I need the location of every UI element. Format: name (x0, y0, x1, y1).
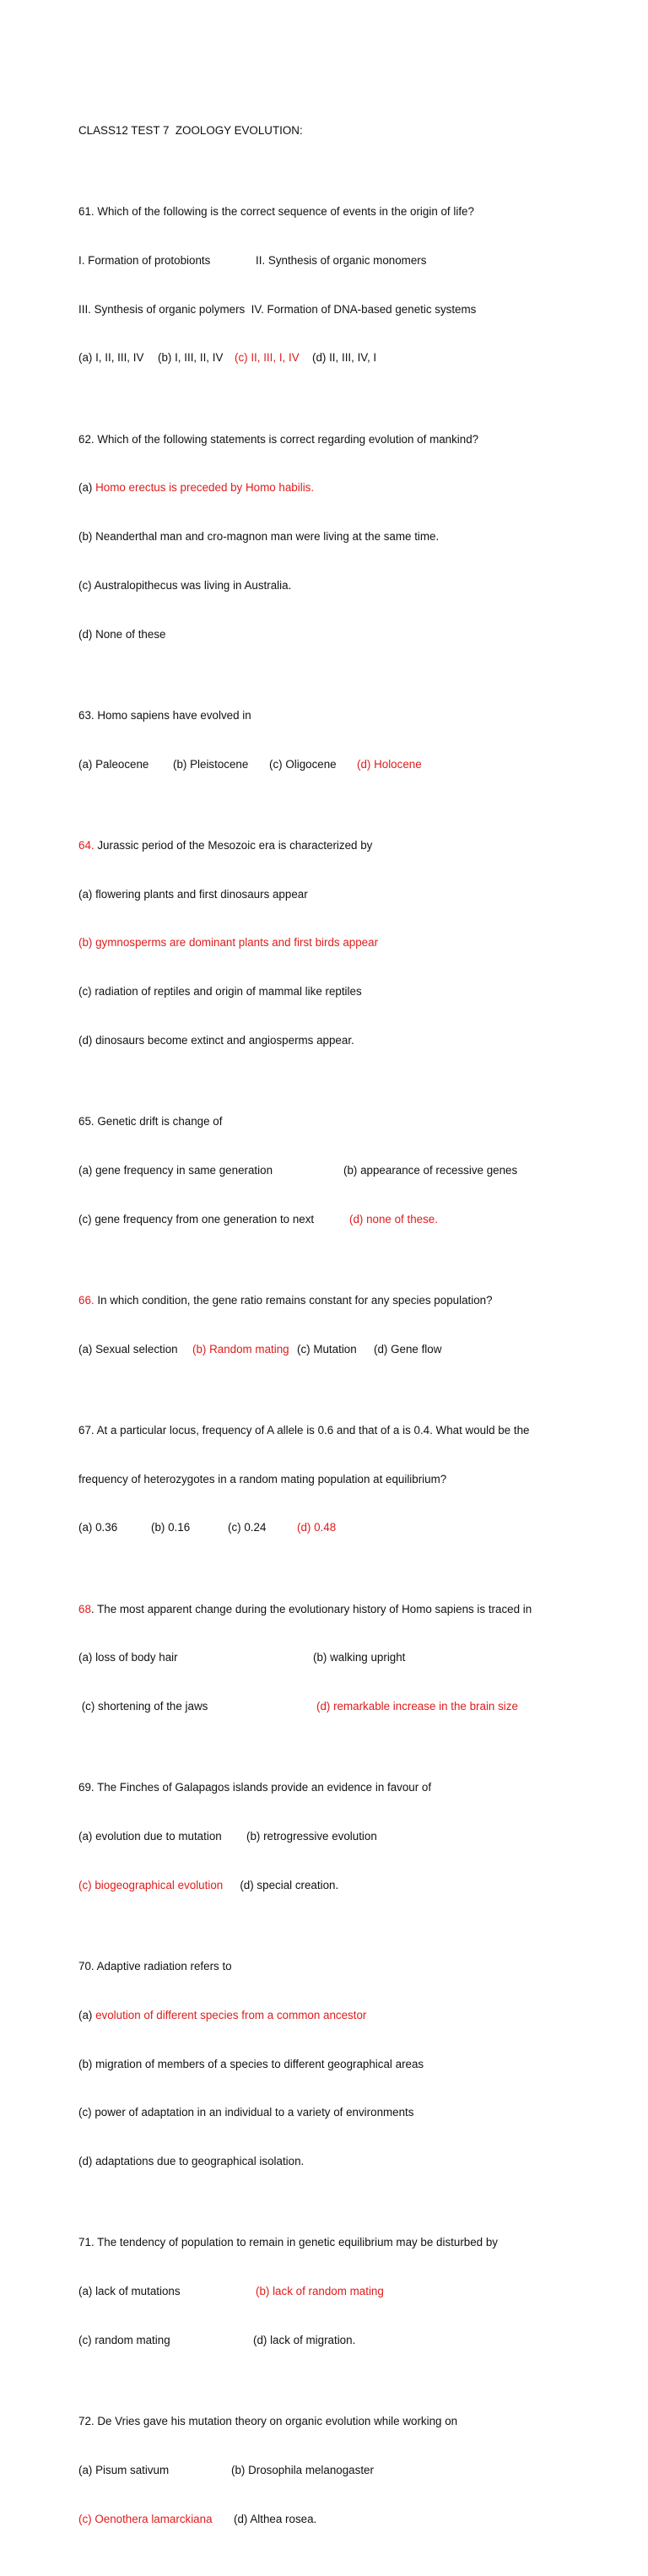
q68-text: . The most apparent change during the evolutionary history of Homo sapiens is traced in (90, 1602, 532, 1615)
q69-option-b: (b) retrogressive evolution (246, 1830, 377, 1843)
q70-option-b (78, 2056, 585, 2072)
question-72 (78, 2413, 585, 2429)
q69-text: 69. The Finches of Galapagos islands provide an evidence in favour of (78, 1781, 432, 1794)
q71-text: 71. The tendency of population to remain in genetic equilibrium may be disturbed by (78, 2236, 498, 2249)
test-content (78, 73, 585, 2576)
q68-option-a: (a) loss of body hair (78, 1651, 178, 1664)
q67-text-1: 67. At a particular locus, frequency of A allele is 0.6 and that of a is 0.4. What would be the (78, 1423, 530, 1437)
q62-option-d (78, 626, 585, 642)
question-65 (78, 1113, 585, 1129)
q67-option-a: (a) 0.36 (78, 1521, 118, 1534)
q64-option-b-answer: (b) gymnosperms are dominant plants and first birds appear (78, 936, 379, 950)
q62-text: 62. Which of the following statements is correct regarding evolution of mankind? (78, 432, 479, 446)
q68-number: 68 (78, 1602, 91, 1615)
q68-options-ab (78, 1649, 585, 1665)
q71-option-b-answer: (b) lack of random mating (256, 2285, 384, 2297)
q65-option-a: (a) gene frequency in same generation (78, 1163, 273, 1177)
q61-statement-line-1 (78, 252, 585, 268)
q66-options (78, 1341, 585, 1357)
question-68 (78, 1601, 585, 1617)
q70-option-d (78, 2153, 585, 2169)
q68-options-cd (78, 1698, 585, 1714)
q70-option-a-answer: evolution of different species from a common ancestor (95, 2008, 367, 2021)
q69-options-ab (78, 1828, 585, 1844)
q64-option-d (78, 1032, 585, 1048)
q61-option-a: (a) I, II, III, IV (78, 351, 144, 365)
q64-option-d-text: (d) dinosaurs become extinct and angiosperms appear. (78, 1033, 354, 1047)
q61-text: 61. Which of the following is the correct sequence of events in the origin of life? (78, 205, 474, 218)
q63-text: 63. Homo sapiens have evolved in (78, 708, 251, 722)
q69-option-c-answer: biogeographical evolution (94, 1878, 224, 1891)
header-text: CLASS12 TEST 7 ZOOLOGY EVOLUTION: (78, 123, 303, 137)
q61-options (78, 349, 585, 365)
q61-statement-iii-iv: III. Synthesis of organic polymers IV. Formation of DNA-based genetic systems (78, 302, 477, 316)
q66-number: 66. (78, 1293, 94, 1307)
q61-option-b: (b) I, III, II, IV (158, 351, 224, 365)
q63-option-a: (a) Paleocene (78, 757, 149, 771)
q61-statement-line-2 (78, 301, 585, 317)
q63-option-b: (b) Pleistocene (173, 757, 249, 771)
q70-option-a-prefix: (a) (78, 2008, 96, 2021)
question-67-line-2 (78, 1471, 585, 1487)
q64-option-a (78, 886, 585, 902)
question-62 (78, 431, 585, 447)
q62-option-a-answer: Homo erectus is preceded by Homo habilis. (95, 481, 315, 495)
q62-option-b-text: (b) Neanderthal man and cro-magnon man were living at the same time. (78, 530, 440, 543)
q70-option-c-text: (c) power of adaptation in an individual to a variety of environments (78, 2106, 414, 2119)
q62-option-a (78, 479, 585, 495)
q67-options (78, 1519, 585, 1535)
q64-option-c-text: (c) radiation of reptiles and origin of mammal like reptiles (78, 985, 362, 998)
question-63 (78, 707, 585, 723)
q65-option-d-answer: (d) none of these. (349, 1212, 438, 1226)
q70-option-a (78, 2007, 585, 2023)
q71-option-a: (a) lack of mutations (78, 2285, 181, 2297)
q65-options-ab (78, 1162, 585, 1178)
q69-option-d: (d) special creation. (240, 1878, 339, 1891)
question-66 (78, 1292, 585, 1308)
question-67-line-1 (78, 1422, 585, 1438)
q67-option-b: (b) 0.16 (151, 1521, 191, 1534)
q66-option-a: (a) Sexual selection (78, 1342, 178, 1356)
q63-option-c: (c) Oligocene (269, 757, 337, 771)
q71-options-cd (78, 2332, 585, 2348)
q71-options-ab (78, 2283, 585, 2299)
question-70 (78, 1958, 585, 1974)
q69-options-cd (78, 1877, 585, 1893)
q64-option-c (78, 983, 585, 999)
q66-text: In which condition, the gene ratio remains constant for any species population? (94, 1293, 493, 1307)
q69-option-a: (a) evolution due to mutation (78, 1830, 222, 1843)
q70-text: 70. Adaptive radiation refers to (78, 1960, 232, 1973)
q72-text: 72. De Vries gave his mutation theory on organic evolution while working on (78, 2415, 458, 2427)
q70-option-b-text: (b) migration of members of a species to different geographical areas (78, 2057, 424, 2070)
q69-option-c-prefix: (c) (78, 1878, 95, 1891)
q68-option-b: (b) walking upright (313, 1651, 406, 1664)
q63-options (78, 756, 585, 772)
q67-text-2: frequency of heterozygotes in a random mating population at equilibrium? (78, 1472, 447, 1486)
q66-option-d: (d) Gene flow (374, 1342, 442, 1356)
q68-option-c: (c) shortening of the jaws (78, 1700, 208, 1713)
q67-option-d-answer: (d) 0.48 (297, 1521, 337, 1534)
q61-option-d: (d) II, III, IV, I (312, 351, 377, 365)
q63-option-d-answer: (d) Holocene (357, 757, 422, 771)
q62-option-b (78, 528, 585, 544)
q72-option-c-answer: (c) Oenothera lamarckiana (78, 2512, 213, 2525)
q61-statement-i: I. Formation of protobionts (78, 253, 211, 267)
q72-option-a: (a) Pisum sativum (78, 2463, 170, 2476)
question-64 (78, 837, 585, 853)
q62-option-a-prefix: (a) (78, 481, 96, 495)
q64-number: 64. (78, 838, 94, 852)
q71-option-c: (c) random mating (78, 2333, 170, 2346)
q61-statement-ii: II. Synthesis of organic monomers (256, 253, 427, 267)
q62-option-d-text: (d) None of these (78, 627, 166, 641)
q68-option-d-answer: (d) remarkable increase in the brain size (316, 1700, 518, 1713)
q61-option-c-answer: (c) II, III, I, IV (235, 351, 300, 365)
q72-option-d: (d) Althea rosea. (234, 2512, 317, 2525)
question-69 (78, 1779, 585, 1795)
q72-options-cd (78, 2511, 585, 2527)
q70-option-c (78, 2104, 585, 2120)
q67-option-c: (c) 0.24 (228, 1521, 267, 1534)
q66-option-b-answer: (b) Random mating (192, 1342, 289, 1356)
q71-option-d: (d) lack of migration. (253, 2333, 356, 2346)
question-61 (78, 203, 585, 219)
q65-text: 65. Genetic drift is change of (78, 1115, 223, 1128)
q64-text: Jurassic period of the Mesozoic era is characterized by (94, 838, 373, 852)
q65-option-b: (b) appearance of recessive genes (343, 1163, 518, 1177)
q62-option-c (78, 577, 585, 593)
q72-option-b: (b) Drosophila melanogaster (231, 2463, 374, 2476)
q70-option-d-text: (d) adaptations due to geographical isolation. (78, 2155, 305, 2167)
question-71 (78, 2234, 585, 2250)
q65-options-cd (78, 1211, 585, 1227)
q62-option-c-text: (c) Australopithecus was living in Australia. (78, 578, 292, 592)
q64-option-b (78, 934, 585, 950)
q64-option-a-text: (a) flowering plants and first dinosaurs appear (78, 887, 308, 901)
test-header (78, 122, 585, 138)
q65-option-c: (c) gene frequency from one generation to next (78, 1212, 315, 1226)
q66-option-c: (c) Mutation (297, 1342, 357, 1356)
q72-options-ab (78, 2462, 585, 2478)
